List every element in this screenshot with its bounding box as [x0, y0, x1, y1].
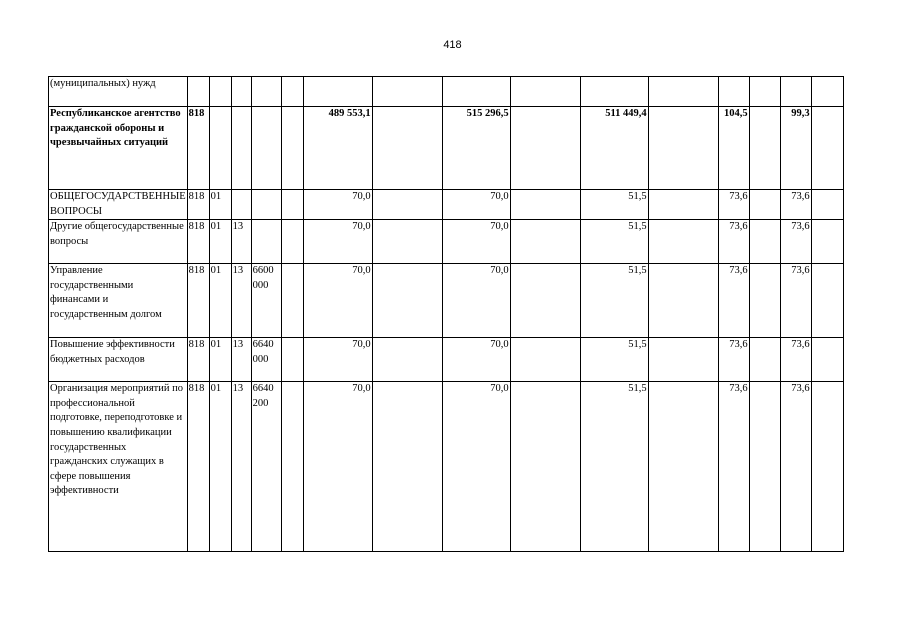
empty-cell — [648, 107, 718, 190]
empty-cell — [510, 190, 580, 220]
empty-cell — [811, 264, 843, 338]
code-cell — [251, 77, 281, 107]
empty-cell — [648, 382, 718, 552]
empty-cell — [749, 382, 780, 552]
empty-cell — [372, 107, 442, 190]
empty-cell — [811, 107, 843, 190]
code-cell: 6640 200 — [251, 382, 281, 552]
percent-cell: 73,6 — [718, 190, 749, 220]
code-cell — [231, 77, 251, 107]
empty-cell — [510, 220, 580, 264]
empty-cell — [281, 77, 303, 107]
empty-cell — [372, 77, 442, 107]
percent-cell: 73,6 — [780, 338, 811, 382]
value-cell: 51,5 — [580, 264, 648, 338]
code-cell: 818 — [187, 338, 209, 382]
empty-cell — [648, 264, 718, 338]
empty-cell — [510, 107, 580, 190]
empty-cell — [811, 190, 843, 220]
value-cell: 70,0 — [303, 264, 372, 338]
percent-cell: 104,5 — [718, 107, 749, 190]
empty-cell — [372, 382, 442, 552]
empty-cell — [749, 190, 780, 220]
empty-cell — [281, 338, 303, 382]
value-cell: 489 553,1 — [303, 107, 372, 190]
value-cell: 70,0 — [442, 190, 510, 220]
code-cell — [187, 77, 209, 107]
value-cell: 70,0 — [442, 338, 510, 382]
value-cell: 51,5 — [580, 220, 648, 264]
code-cell: 01 — [209, 338, 231, 382]
value-cell: 70,0 — [303, 382, 372, 552]
code-cell — [231, 107, 251, 190]
percent-cell: 73,6 — [780, 264, 811, 338]
value-cell: 70,0 — [442, 382, 510, 552]
table-row — [49, 382, 844, 552]
value-cell: 51,5 — [580, 338, 648, 382]
empty-cell — [281, 107, 303, 190]
empty-cell — [811, 77, 843, 107]
code-cell — [251, 190, 281, 220]
table-row — [49, 264, 844, 338]
table-row — [49, 190, 844, 220]
empty-cell — [510, 264, 580, 338]
percent-cell: 73,6 — [718, 338, 749, 382]
percent-cell — [718, 77, 749, 107]
percent-cell: 73,6 — [718, 264, 749, 338]
row-name-cell: Организация мероприятий по профессиональной подготовке, переподготовке и повышению квалификации государственных гражданских служащих в сфере повышения эффективности — [49, 382, 188, 552]
code-cell: 13 — [231, 220, 251, 264]
empty-cell — [749, 264, 780, 338]
table-row — [49, 77, 844, 107]
code-cell: 01 — [209, 220, 231, 264]
empty-cell — [749, 338, 780, 382]
row-name-cell: Республиканское агентство гражданской обороны и чрезвычайных ситуаций — [49, 107, 188, 190]
empty-cell — [749, 77, 780, 107]
page-number: 418 — [443, 39, 462, 51]
empty-cell — [749, 107, 780, 190]
value-cell: 70,0 — [303, 190, 372, 220]
percent-cell: 73,6 — [718, 382, 749, 552]
empty-cell — [811, 382, 843, 552]
empty-cell — [648, 77, 718, 107]
empty-cell — [372, 190, 442, 220]
code-cell: 818 — [187, 107, 209, 190]
empty-cell — [648, 190, 718, 220]
code-cell: 13 — [231, 338, 251, 382]
value-cell — [442, 77, 510, 107]
value-cell: 51,5 — [580, 190, 648, 220]
code-cell: 13 — [231, 264, 251, 338]
value-cell: 70,0 — [303, 338, 372, 382]
empty-cell — [372, 264, 442, 338]
empty-cell — [749, 220, 780, 264]
code-cell: 13 — [231, 382, 251, 552]
row-name-cell: Другие общегосударственные вопросы — [49, 220, 188, 264]
value-cell — [303, 77, 372, 107]
percent-cell: 73,6 — [780, 190, 811, 220]
percent-cell — [780, 77, 811, 107]
code-cell: 01 — [209, 382, 231, 552]
row-name-cell: (муниципальных) нужд — [49, 77, 188, 107]
value-cell: 70,0 — [303, 220, 372, 264]
code-cell — [251, 107, 281, 190]
code-cell: 818 — [187, 190, 209, 220]
empty-cell — [281, 190, 303, 220]
empty-cell — [372, 338, 442, 382]
table-row — [49, 220, 844, 264]
value-cell: 70,0 — [442, 220, 510, 264]
code-cell — [209, 107, 231, 190]
empty-cell — [811, 220, 843, 264]
empty-cell — [281, 264, 303, 338]
value-cell: 515 296,5 — [442, 107, 510, 190]
code-cell: 01 — [209, 264, 231, 338]
percent-cell: 73,6 — [780, 220, 811, 264]
value-cell: 70,0 — [442, 264, 510, 338]
code-cell — [251, 220, 281, 264]
empty-cell — [510, 77, 580, 107]
empty-cell — [648, 338, 718, 382]
code-cell: 6640 000 — [251, 338, 281, 382]
code-cell: 818 — [187, 382, 209, 552]
code-cell — [231, 190, 251, 220]
empty-cell — [510, 338, 580, 382]
code-cell: 818 — [187, 264, 209, 338]
value-cell: 511 449,4 — [580, 107, 648, 190]
code-cell: 818 — [187, 220, 209, 264]
empty-cell — [281, 220, 303, 264]
code-cell: 6600 000 — [251, 264, 281, 338]
empty-cell — [811, 338, 843, 382]
code-cell — [209, 77, 231, 107]
percent-cell: 99,3 — [780, 107, 811, 190]
table-row — [49, 338, 844, 382]
row-name-cell: Повышение эффективности бюджетных расходов — [49, 338, 188, 382]
row-name-cell: Управление государственными финансами и государственным долгом — [49, 264, 188, 338]
empty-cell — [372, 220, 442, 264]
table-row — [49, 107, 844, 190]
empty-cell — [510, 382, 580, 552]
code-cell: 01 — [209, 190, 231, 220]
budget-table — [48, 76, 844, 552]
value-cell: 51,5 — [580, 382, 648, 552]
row-name-cell: ОБЩЕГОСУДАРСТВЕННЫЕ ВОПРОСЫ — [49, 190, 188, 220]
empty-cell — [281, 382, 303, 552]
value-cell — [580, 77, 648, 107]
percent-cell: 73,6 — [718, 220, 749, 264]
percent-cell: 73,6 — [780, 382, 811, 552]
empty-cell — [648, 220, 718, 264]
